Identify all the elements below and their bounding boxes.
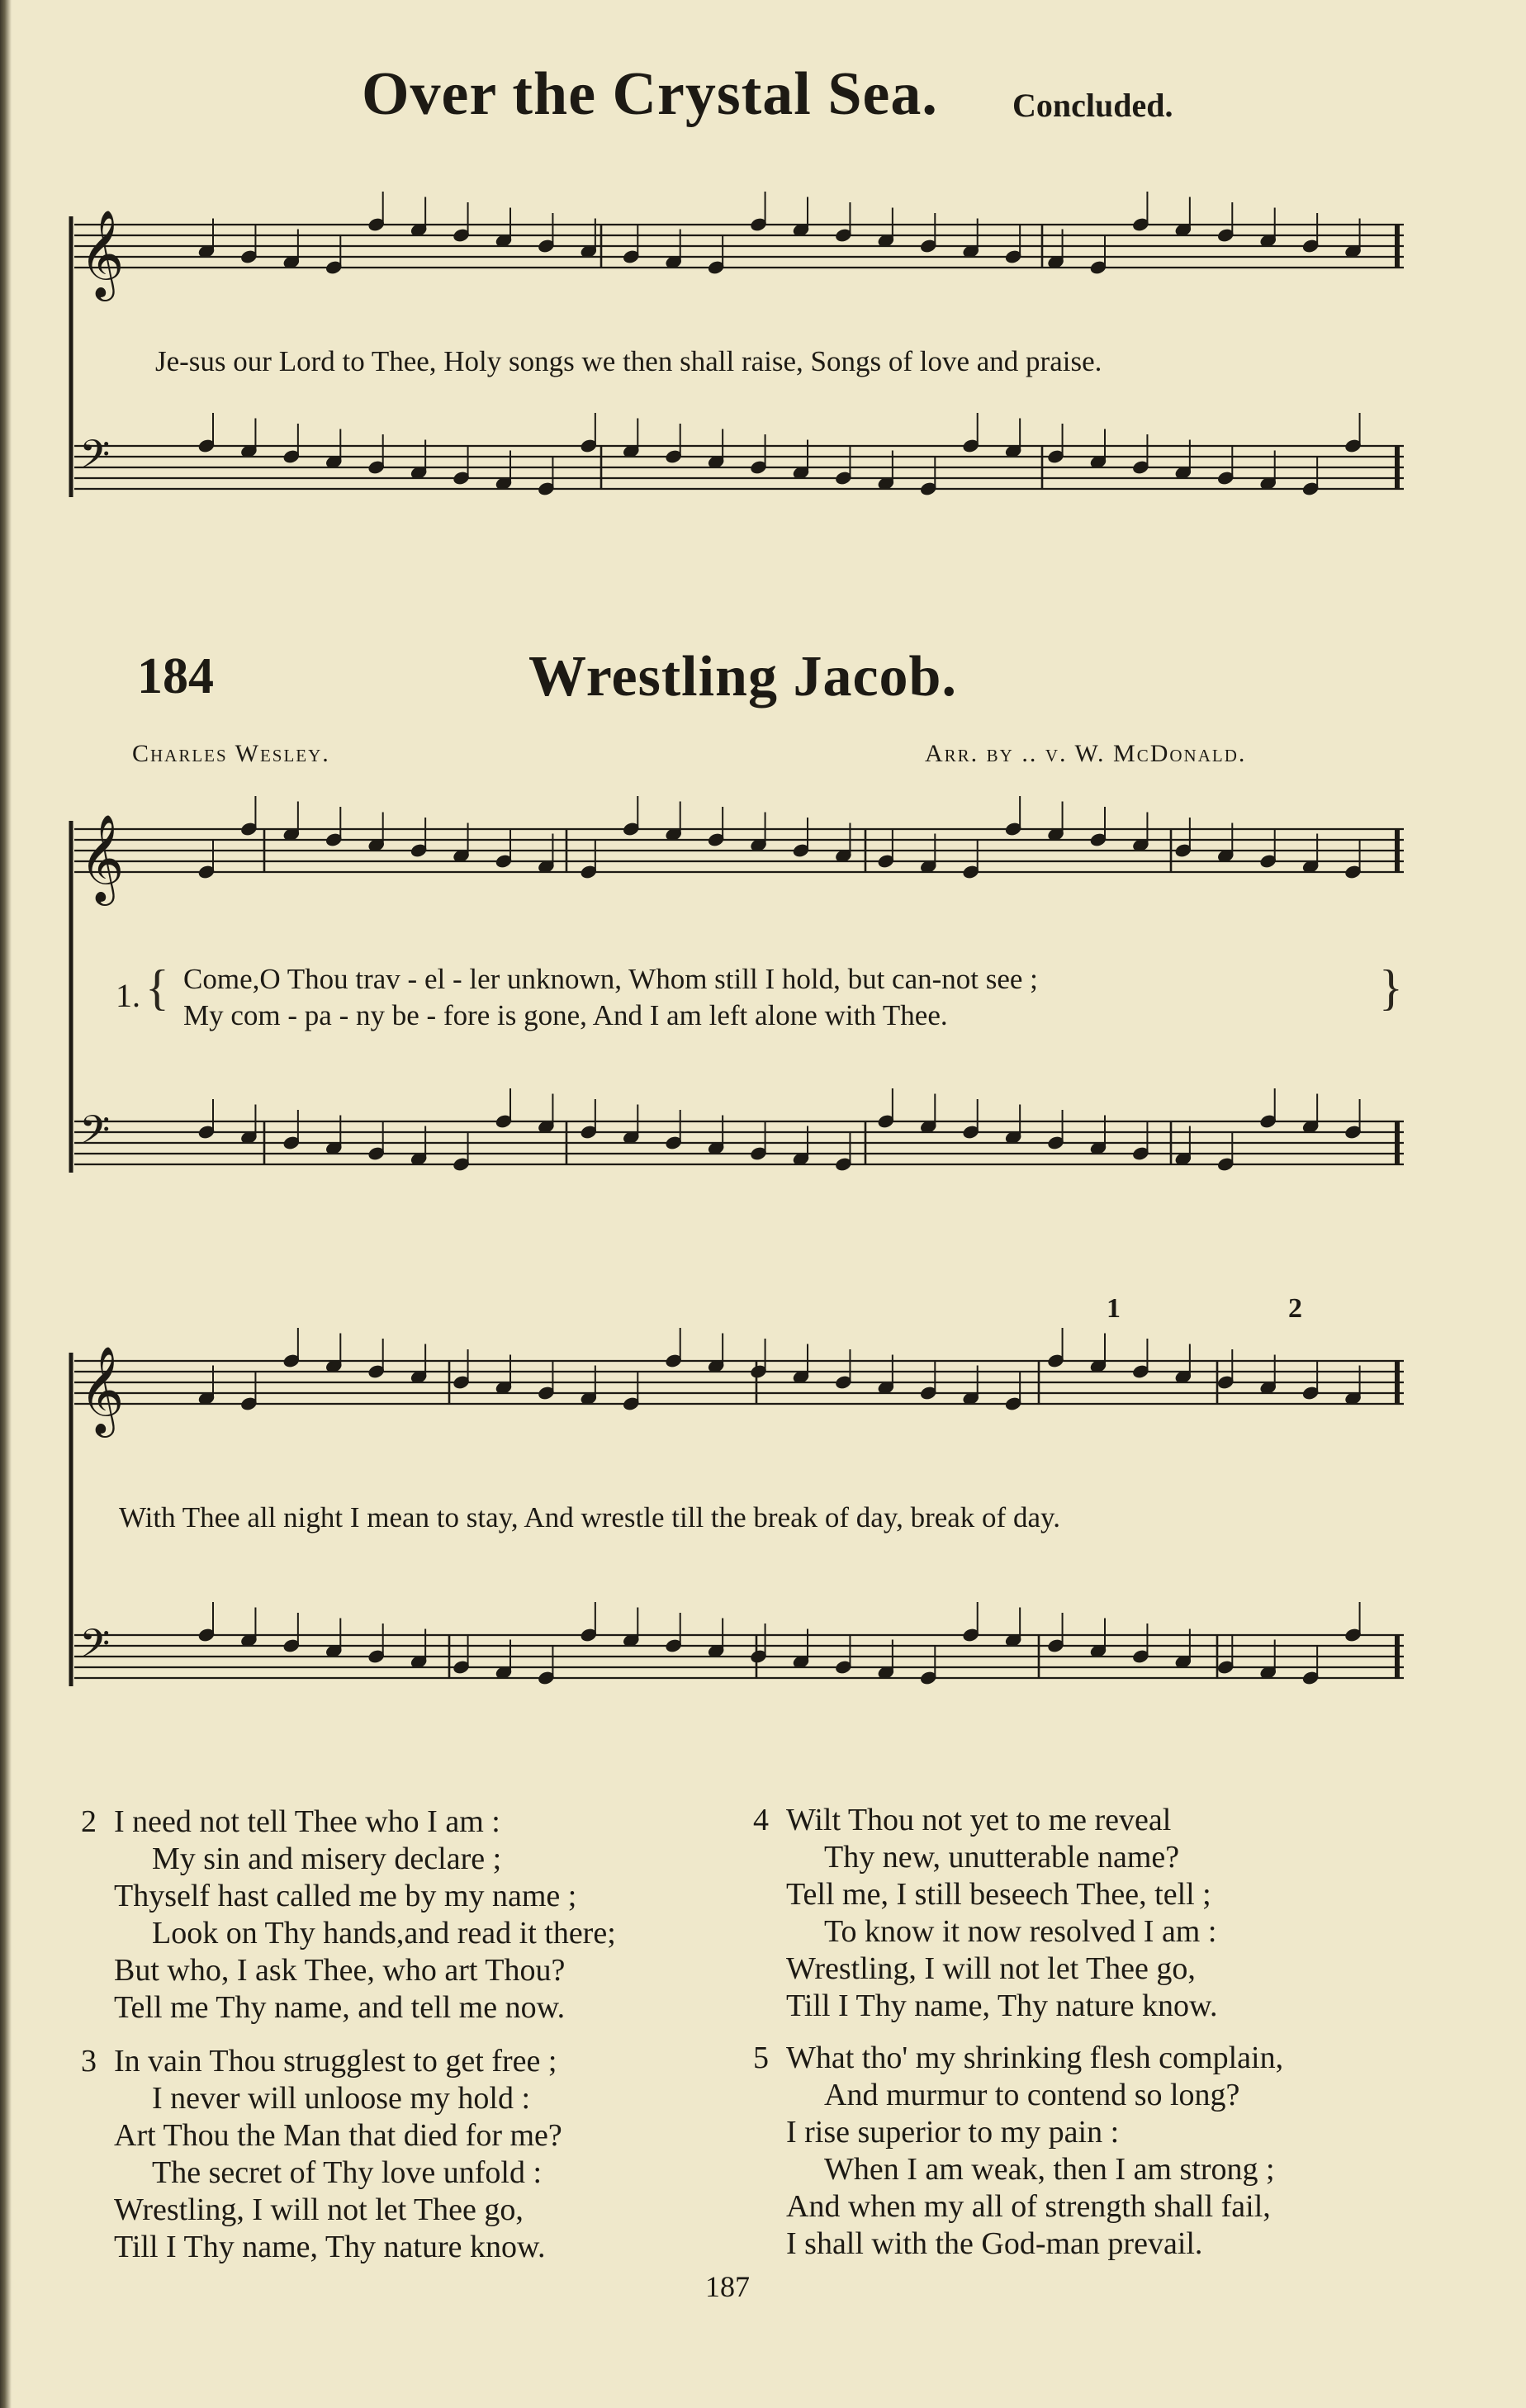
music-staff <box>74 225 1404 268</box>
title-note: Concluded. <box>1012 87 1173 124</box>
refrain-lyric: With Thee all night I mean to stay, And wrestle till the break of day, break of day. <box>119 1501 1060 1533</box>
stanza-line: Wrestling, I will not let Thee go, <box>114 2192 524 2227</box>
bass-clef-icon: 𝄢 <box>79 1620 111 1676</box>
music-staff <box>74 1361 1404 1404</box>
hymn-number: 184 <box>137 648 214 704</box>
ending-1-label: 1 <box>1107 1293 1121 1324</box>
stanza-line: Till I Thy name, Thy nature know. <box>114 2230 546 2264</box>
stanza-line: And when my all of strength shall fail, <box>786 2189 1271 2224</box>
stanza-line: In vain Thou strugglest to get free ; <box>114 2044 557 2079</box>
treble-clef-icon: 𝄞 <box>79 813 125 902</box>
stanza-4 <box>753 1802 1218 2025</box>
hymn-title: Wrestling Jacob. <box>528 645 957 709</box>
stanza-line: I never will unloose my hold : <box>152 2081 531 2116</box>
music-staff <box>74 1635 1404 1678</box>
stanza-number: 3 <box>81 2044 97 2079</box>
stanza-line: What tho' my shrinking flesh complain, <box>786 2041 1284 2075</box>
song-title: Over the Crystal Sea. <box>362 60 938 128</box>
brace-right-icon: } <box>1379 960 1403 1015</box>
verse1-line1: Come,O Thou trav - el - ler unknown, Whom still I hold, but can-not see ; <box>183 963 1038 995</box>
brace-left-icon: { <box>145 960 169 1015</box>
music-staff <box>74 446 1404 489</box>
stanza-line: I shall with the God-man prevail. <box>786 2226 1203 2261</box>
stanza-line: To know it now resolved I am : <box>824 1914 1217 1949</box>
lyric-line: Je-sus our Lord to Thee, Holy songs we then shall raise, Songs of love and praise. <box>155 345 1102 377</box>
stanza-line: But who, I ask Thee, who art Thou? <box>114 1953 566 1988</box>
page-number: 187 <box>705 2270 750 2303</box>
stanza-3 <box>81 2043 562 2266</box>
stanza-line: Art Thou the Man that died for me? <box>114 2118 562 2153</box>
stanza-line: Wilt Thou not yet to me reveal <box>786 1803 1172 1837</box>
stanza-line: Look on Thy hands,and read it there; <box>152 1916 616 1951</box>
treble-clef-icon: 𝄞 <box>79 1345 125 1434</box>
author-credit: Charles Wesley. <box>132 740 330 767</box>
music-staff <box>74 829 1404 872</box>
stanza-line: And murmur to contend so long? <box>824 2078 1240 2112</box>
stanza-line: Thyself hast called me by my name ; <box>114 1879 577 1913</box>
stanza-line: I rise superior to my pain : <box>786 2115 1120 2150</box>
stanza-line: I need not tell Thee who I am : <box>114 1804 500 1839</box>
stanza-line: Tell me Thy name, and tell me now. <box>114 1990 566 2025</box>
bass-clef-icon: 𝄢 <box>79 431 111 487</box>
music-staff <box>74 1121 1404 1164</box>
stanza-line: Tell me, I still beseech Thee, tell ; <box>786 1877 1211 1912</box>
bass-clef-icon: 𝄢 <box>79 1107 111 1163</box>
ending-2-label: 2 <box>1288 1293 1302 1324</box>
stanza-line: Till I Thy name, Thy nature know. <box>786 1988 1218 2023</box>
verse-number: 1. <box>116 977 140 1014</box>
stanza-line: Thy new, unutterable name? <box>824 1840 1180 1875</box>
stanza-line: The secret of Thy love unfold : <box>152 2155 543 2190</box>
stanza-2 <box>81 1804 616 2026</box>
arranger-credit: Arr. by .. v. W. McDonald. <box>925 740 1247 767</box>
stanza-line: Wrestling, I will not let Thee go, <box>786 1951 1196 1986</box>
stanza-line: When I am weak, then I am strong ; <box>824 2152 1275 2187</box>
stanza-5 <box>753 2040 1284 2263</box>
treble-clef-icon: 𝄞 <box>79 209 125 297</box>
stanza-line: My sin and misery declare ; <box>152 1842 502 1876</box>
stanza-number: 5 <box>753 2041 769 2075</box>
verse1-line2: My com - pa - ny be - fore is gone, And I am left alone with Thee. <box>183 999 948 1031</box>
stanza-number: 2 <box>81 1804 97 1839</box>
stanza-number: 4 <box>753 1803 769 1837</box>
